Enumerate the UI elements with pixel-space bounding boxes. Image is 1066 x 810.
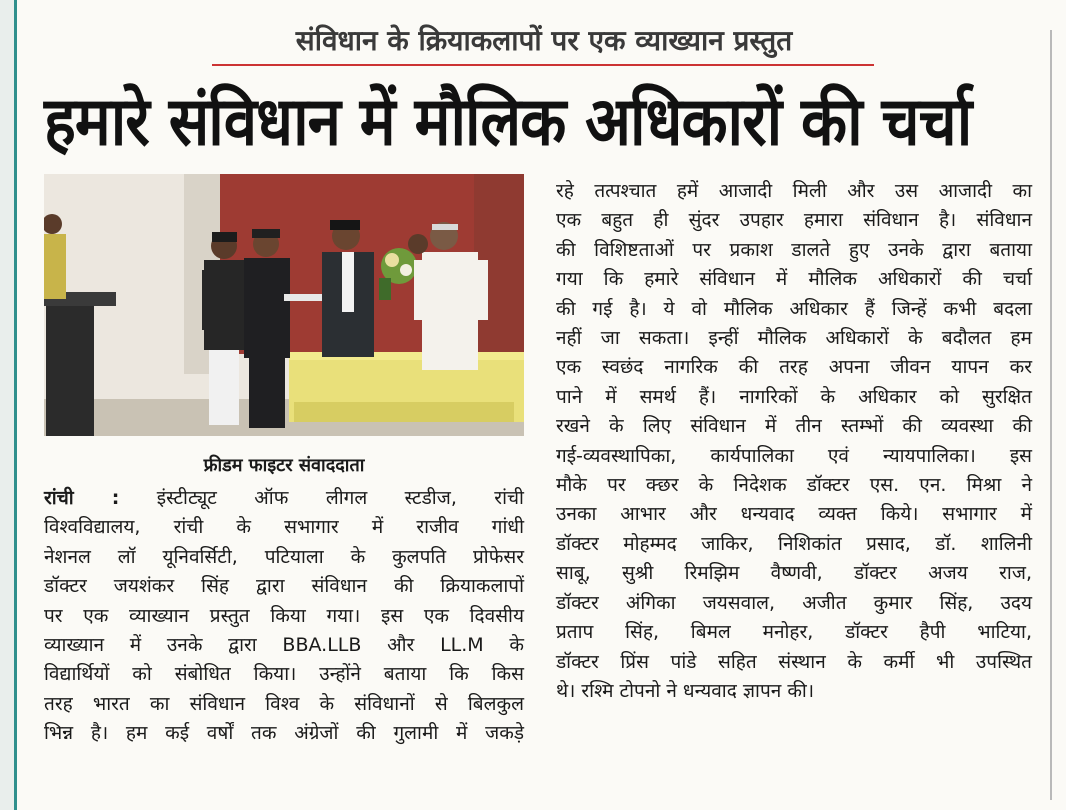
article-line: नेशनल लॉ यूनिवर्सिटी, पटियाला के कुलपति प्रोफेसर [44, 545, 524, 568]
byline-correspondent: फ्रीडम फाइटर संवाददाता [203, 455, 365, 476]
article-line: एक बहुत ही सुंदर उपहार हमारा संविधान है। संविधान [556, 209, 1032, 232]
column-rule-right [1050, 30, 1052, 800]
article-line: पर एक व्याख्यान प्रस्तुत किया गया। इस एक दिवसीय [44, 604, 524, 627]
article-line: डॉक्टर मोहम्मद जाकिर, निशिकांत प्रसाद, डॉ. शालिनी [556, 532, 1032, 555]
article-line-text: इंस्टीट्यूट ऑफ लीगल स्टडीज, रांची [119, 487, 524, 509]
article-line: की विशिष्टताओं पर प्रकाश डालते हुए उनके द्वारा बताया [556, 238, 1032, 261]
page-margin [0, 0, 14, 810]
article-line: पाने में समर्थ हैं। नागरिकों के अधिकार को सुरक्षित [556, 385, 1032, 408]
article-line: डॉक्टर प्रिंस पांडे सहित संस्थान के कर्मी भी उपस्थित [556, 650, 1032, 673]
article-column-left [44, 484, 524, 749]
article-line: विद्यार्थियों को संबोधित किया। उन्होंने बताया कि किस [44, 663, 524, 686]
article-line: की गई है। ये वो मौलिक अधिकार हैं जिन्हें कभी बदला [556, 297, 1032, 320]
article-line: रखने के लिए संविधान में तीन स्तम्भों की व्यवस्था की [556, 415, 1032, 438]
article-column-right [556, 177, 1032, 706]
article-line: डॉक्टर जयशंकर सिंह द्वारा संविधान की क्रियाकलापों [44, 575, 524, 598]
article-line: तरह भारत का संविधान विश्व के संविधानों से बिलकुल [44, 692, 524, 715]
article-line: उनका आभार और धन्यवाद व्यक्त किये। सभागार में [556, 503, 1032, 526]
article-line: साबू, सुश्री रिमझिम वैष्णवी, डॉक्टर अजय राज, [556, 562, 1032, 585]
article-line: विश्वविद्यालय, रांची के सभागार में राजीव गांधी [44, 516, 524, 539]
article-line: गया कि हमारे संविधान में मौलिक अधिकारों की चर्चा [556, 268, 1032, 291]
article-line [44, 484, 524, 513]
dateline: रांची : [44, 487, 120, 509]
article-line: गई-व्यवस्थापिका, कार्यपालिका एवं न्यायपालिका। इस [556, 444, 1032, 467]
article-line: प्रताप सिंह, बिमल मनोहर, डॉक्टर हैपी भाटिया, [556, 621, 1032, 644]
article-line: भिन्न है। हम कई वर्षों तक अंग्रेजों की गुलामी में जकड़े [44, 722, 524, 745]
article-line: एक स्वछंद नागरिक की तरह अपना जीवन यापन कर [556, 356, 1032, 379]
event-photo [44, 174, 524, 436]
article-line: नहीं जा सकता। इन्हीं मौलिक अधिकारों के बदौलत हम [556, 327, 1032, 350]
page-frame-line [14, 0, 17, 810]
kicker-underline [212, 64, 874, 66]
article-line: थे। रश्मि टोपनो ने धन्यवाद ज्ञापन की। [556, 679, 815, 702]
article-line: व्याख्यान में उनके द्वारा BBA.LLB और LL.M के [44, 634, 524, 657]
article-line: मौके पर क्छर के निदेशक डॉक्टर एस. एन. मिश्रा ने [556, 474, 1032, 497]
article-line: डॉक्टर अंगिका जयसवाल, अजीत कुमार सिंह, उदय [556, 591, 1032, 614]
kicker-headline: संविधान के क्रियाकलापों पर एक व्याख्यान प्रस्तुत [295, 24, 793, 57]
article-line: रहे तत्पश्चात हमें आजादी मिली और उस आजादी का [556, 180, 1032, 202]
main-headline: हमारे संविधान में मौलिक अधिकारों की चर्चा [44, 82, 972, 162]
